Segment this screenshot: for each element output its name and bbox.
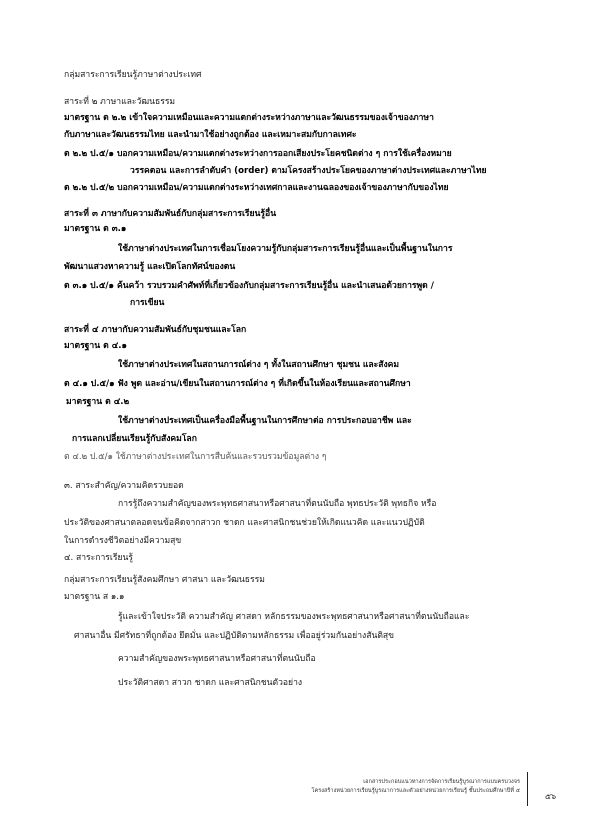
group-heading-social-studies: กลุ่มสาระการเรียนรู้สังคมศึกษา ศาสนา และวัฒนธรรม [64,575,265,585]
standard-s-1-1: มาตรฐาน ส ๑.๑ [64,592,125,602]
standard-2-2-cont: กับภาษาและวัฒนธรรมไทย และนำมาใช้อย่างถูกต้อง และเหมาะสมกับกาลเทศะ [64,130,357,140]
standard-4-2-text: ใช้ภาษาต่างประเทศเป็นเครื่องมือพื้นฐานในการศึกษาต่อ การประกอบอาชีพ และ [118,416,412,426]
content-item-2: ประวัติศาสดา สาวก ชาดก และศาสนิกชนตัวอย่าง [118,678,303,688]
standard-2-2: มาตรฐาน ต ๒.๒ เข้าใจความเหมือนและความแตกต่างระหว่างภาษาและวัฒนธรรมของเจ้าของภาษา [64,113,434,123]
indicator-2-2-2: ต ๒.๒ ป.๕/๒ บอกความเหมือน/ความแตกต่างระหว่างเทศกาลและงานฉลองของเจ้าของภาษากับของไทย [64,183,449,193]
indicator-3-1-1: ต ๓.๑ ป.๕/๑ ค้นคว้า รวบรวมคำศัพท์ที่เกี่ยวข้องกับกลุ่มสาระการเรียนรู้อื่น และนำเสนอด้วยการพูด / [64,281,434,291]
indicator-3-1-1-cont: การเขียน [130,298,165,308]
concept-paragraph-line-1: การรู้ถึงความสำคัญของพระพุทธศาสนาหรือศาสนาที่ตนนับถือ พุทธประวัติ พุทธกิจ หรือ [118,499,437,509]
standard-4-1-text: ใช้ภาษาต่างประเทศในสถานการณ์ต่าง ๆ ทั้งในสถานศึกษา ชุมชน และสังคม [118,360,400,370]
footer-document-subtitle: โครงสร้างหน่วยการเรียนรู้บูรณาการและตัวอย่างหน่วยการเรียนรู้ ชั้นประถมศึกษาปีที่ ๕ [311,788,520,794]
indicator-2-2-1: ต ๒.๒ ป.๕/๑ บอกความเหมือน/ความแตกต่างระหว่างการออกเสียงประโยคชนิดต่าง ๆ การใช้เครื่องหมาย [64,149,452,159]
standard-s-1-1-text: รู้และเข้าใจประวัติ ความสำคัญ ศาสดา หลักธรรมของพระพุทธศาสนาหรือศาสนาที่ตนนับถือและ [118,612,470,622]
strand-3-heading: สาระที่ ๓ ภาษากับความสัมพันธ์กับกลุ่มสาระการเรียนรู้อื่น [64,209,277,219]
concept-paragraph-line-3: ในการดำรงชีวิตอย่างมีความสุข [64,536,182,546]
page-number: ๕๖ [545,792,557,801]
indicator-2-2-1-cont: วรรคตอน และการลำดับคำ (order) ตามโครงสร้างประโยคของภาษาต่างประเทศและภาษาไทย [130,166,487,176]
footer-divider [527,772,528,806]
standard-3-1: มาตรฐาน ต ๓.๑ [64,224,127,234]
section-3-heading: ๓. สาระสำคัญ/ความคิดรวบยอด [64,481,184,491]
section-4-heading: ๔. สาระการเรียนรู้ [64,553,133,563]
strand-2-heading: สาระที่ ๒ ภาษาและวัฒนธรรม [64,97,176,107]
indicator-4-1-1: ต ๔.๑ ป.๕/๑ ฟัง พูด และอ่าน/เขียนในสถานการณ์ต่าง ๆ ที่เกิดขึ้นในห้องเรียนและสถานศึกษา [64,379,411,389]
standard-4-1: มาตรฐาน ต ๔.๑ [64,341,127,351]
concept-paragraph-line-2: ประวัติของศาสนาตลอดจนข้อคิดจากสาวก ชาดก และศาสนิกชนช่วยให้เกิดแนวคิด และแนวปฏิบัติ [64,518,425,528]
standard-4-2: มาตรฐาน ต ๔.๒ [66,397,130,407]
standard-s-1-1-text-cont: ศาสนาอื่น มีศรัทธาที่ถูกต้อง ยึดมั่น และปฏิบัติตามหลักธรรม เพื่ออยู่ร่วมกันอย่างสันติสุข [74,631,395,641]
standard-3-1-text: ใช้ภาษาต่างประเทศในการเชื่อมโยงความรู้กับกลุ่มสาระการเรียนรู้อื่นและเป็นพื้นฐานในการ [118,244,453,254]
standard-4-2-text-cont: การแลกเปลี่ยนเรียนรู้กับสังคมโลก [72,434,197,444]
strand-4-heading: สาระที่ ๔ ภาษากับความสัมพันธ์กับชุมชนและโลก [64,325,247,335]
indicator-4-2-1: ต ๔.๒ ป.๕/๑ ใช้ภาษาต่างประเทศในการสืบค้นและรวบรวมข้อมูลต่าง ๆ [64,452,327,462]
content-item-1: ความสำคัญของพระพุทธศาสนาหรือศาสนาที่ตนนับถือ [118,654,316,664]
standard-3-1-text-cont: พัฒนาแสวงหาความรู้ และเปิดโลกทัศน์ของตน [64,262,236,272]
footer-document-title: เอกสารประกอบแนวทางการจัดการเรียนรู้บูรณาการแบบครบวงจร [363,779,520,785]
group-heading-foreign-language: กลุ่มสาระการเรียนรู้ภาษาต่างประเทศ [64,70,202,80]
